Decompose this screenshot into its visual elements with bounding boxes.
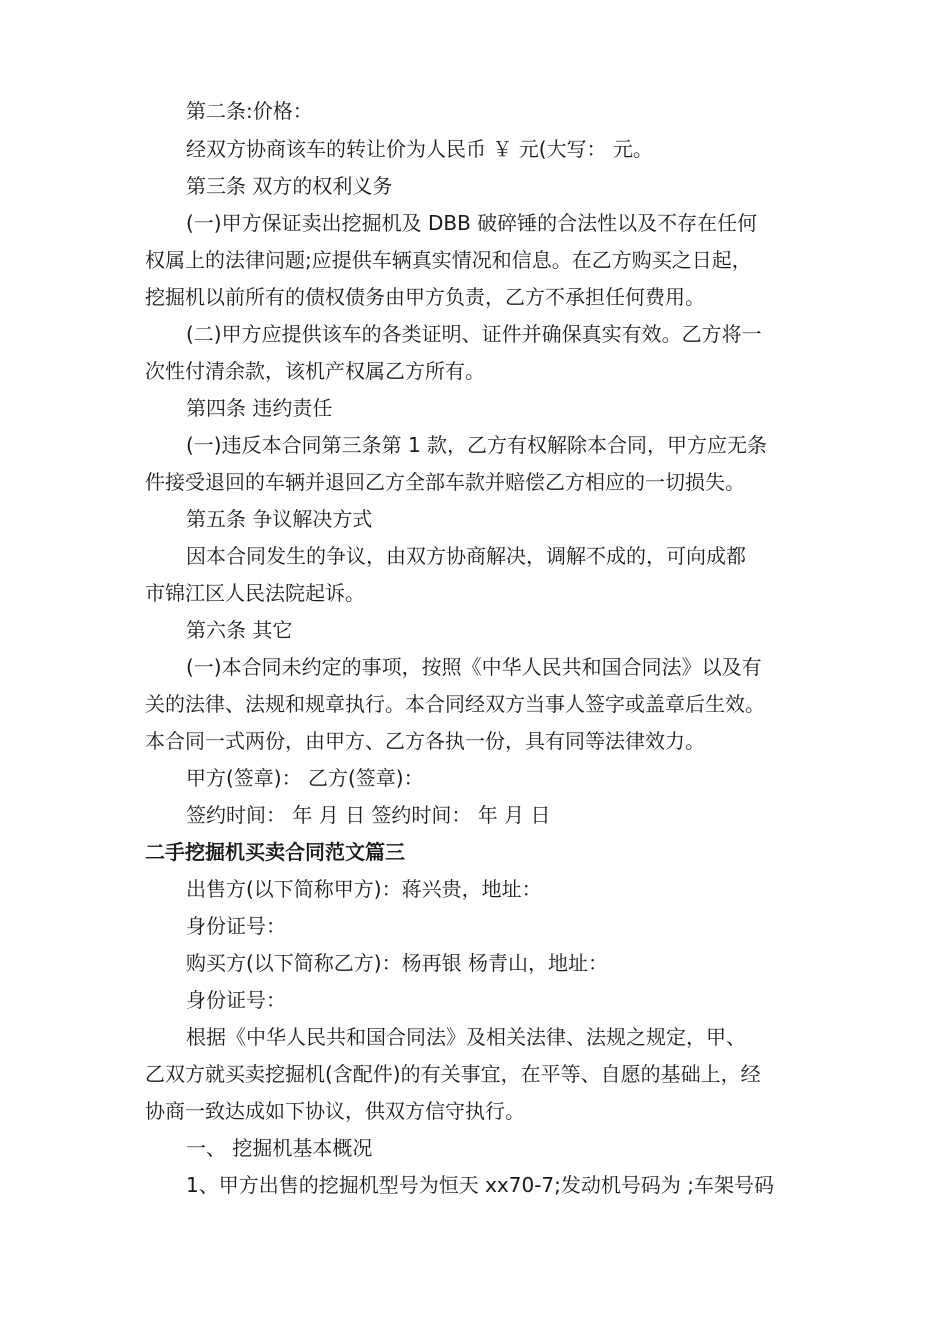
text-line: 关的法律、法规和规章执行。本合同经双方当事人签字或盖章后生效。 bbox=[145, 692, 765, 716]
text-line: 协商一致达成如下协议，供双方信守执行。 bbox=[145, 1099, 525, 1123]
text-line: 1、甲方出售的挖掘机型号为恒天 xx70-7;发动机号码为 ;车架号码 bbox=[186, 1173, 774, 1197]
text-line: 第二条:价格： bbox=[186, 99, 313, 123]
text-line: 签约时间： 年 月 日 签约时间： 年 月 日 bbox=[186, 803, 551, 827]
text-line: 根据《中华人民共和国合同法》及相关法律、法规之规定，甲、 bbox=[186, 1025, 746, 1049]
text-line: 次性付清余款，该机产权属乙方所有。 bbox=[145, 359, 485, 383]
text-line: 本合同一式两份，由甲方、乙方各执一份，具有同等法律效力。 bbox=[145, 729, 705, 753]
text-line: 第五条 争议解决方式 bbox=[186, 507, 373, 531]
text-line: 因本合同发生的争议，由双方协商解决，调解不成的，可向成都 bbox=[186, 544, 746, 568]
text-line: 身份证号： bbox=[186, 988, 286, 1012]
text-line: 第六条 其它 bbox=[186, 618, 293, 642]
text-line: 权属上的法律问题;应提供车辆真实情况和信息。在乙方购买之日起， bbox=[145, 248, 752, 272]
text-line: 购买方(以下简称乙方)：杨再银 杨青山，地址： bbox=[186, 951, 608, 975]
text-line: 第四条 违约责任 bbox=[186, 396, 333, 420]
text-line: 第三条 双方的权利义务 bbox=[186, 174, 393, 198]
text-line: (二)甲方应提供该车的各类证明、证件并确保真实有效。乙方将一 bbox=[186, 322, 762, 346]
text-line: 挖掘机以前所有的债权债务由甲方负责，乙方不承担任何费用。 bbox=[145, 285, 705, 309]
text-line: 出售方(以下简称甲方)：蒋兴贵，地址： bbox=[186, 877, 542, 901]
text-line: (一)甲方保证卖出挖掘机及 DBB 破碎锤的合法性以及不存在任何 bbox=[186, 211, 758, 235]
section-heading: 二手挖掘机买卖合同范文篇三 bbox=[145, 840, 405, 864]
text-line: 乙双方就买卖挖掘机(含配件)的有关事宜，在平等、自愿的基础上，经 bbox=[145, 1062, 761, 1086]
text-line: 一、 挖掘机基本概况 bbox=[186, 1136, 373, 1160]
text-line: 甲方(签章)： 乙方(签章)： bbox=[186, 766, 424, 790]
text-line: 经双方协商该车的转让价为人民币 ￥ 元(大写： 元。 bbox=[186, 137, 653, 161]
text-line: (一)本合同未约定的事项，按照《中华人民共和国合同法》以及有 bbox=[186, 655, 762, 679]
text-line: 身份证号： bbox=[186, 914, 286, 938]
text-line: 市锦江区人民法院起诉。 bbox=[145, 581, 365, 605]
text-line: 件接受退回的车辆并退回乙方全部车款并赔偿乙方相应的一切损失。 bbox=[145, 470, 745, 494]
text-line: (一)违反本合同第三条第 1 款，乙方有权解除本合同，甲方应无条 bbox=[186, 433, 768, 457]
